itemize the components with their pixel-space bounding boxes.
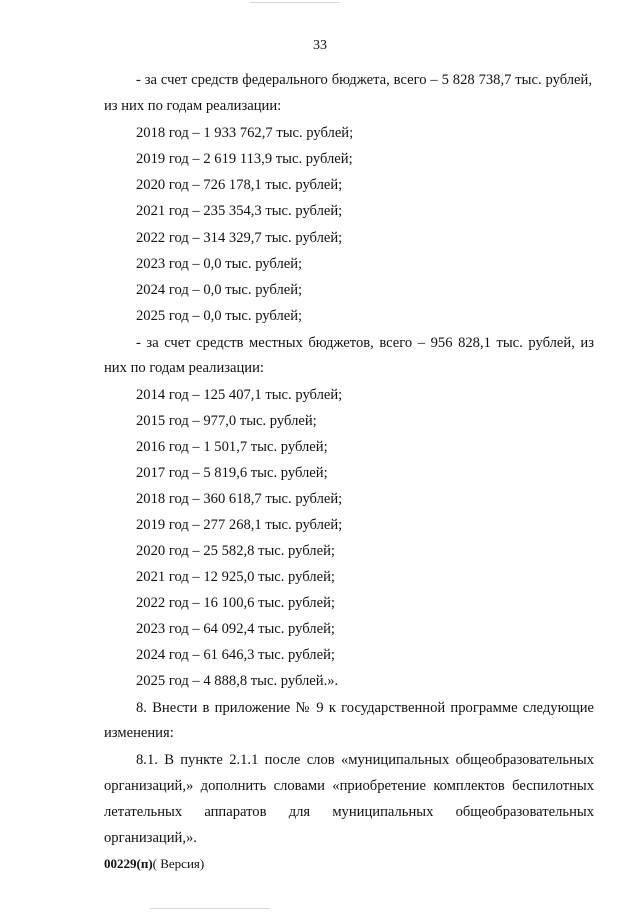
federal-year-2024: 2024 год – 0,0 тыс. рублей;	[136, 282, 303, 298]
federal-year-2023: 2023 год – 0,0 тыс. рублей;	[136, 256, 303, 272]
federal-intro-line-1: - за счет средств федерального бюджета, всего – 5 828 738,7 тыс. рублей,	[136, 72, 592, 88]
federal-year-2018: 2018 год – 1 933 762,7 тыс. рублей;	[136, 125, 354, 141]
local-year-2017: 2017 год – 5 819,6 тыс. рублей;	[136, 465, 328, 481]
scan-artifact-bottom	[150, 908, 270, 909]
local-year-2021: 2021 год – 12 925,0 тыс. рублей;	[136, 569, 335, 585]
local-year-2018: 2018 год – 360 618,7 тыс. рублей;	[136, 491, 343, 507]
local-year-2016: 2016 год – 1 501,7 тыс. рублей;	[136, 439, 328, 455]
local-year-2023: 2023 год – 64 092,4 тыс. рублей;	[136, 621, 335, 637]
document-footer	[104, 856, 204, 872]
local-intro-line-2: них по годам реализации:	[104, 360, 264, 376]
federal-intro-line-2: из них по годам реализации:	[104, 98, 282, 114]
federal-year-2025: 2025 год – 0,0 тыс. рублей;	[136, 308, 303, 324]
local-year-2025: 2025 год – 4 888,8 тыс. рублей.».	[136, 673, 339, 689]
local-year-2015: 2015 год – 977,0 тыс. рублей;	[136, 413, 317, 429]
federal-year-2020: 2020 год – 726 178,1 тыс. рублей;	[136, 177, 343, 193]
page-number: 33	[313, 38, 327, 53]
local-year-2022: 2022 год – 16 100,6 тыс. рублей;	[136, 595, 335, 611]
item-8-line-2: изменения:	[104, 725, 174, 741]
federal-year-2021: 2021 год – 235 354,3 тыс. рублей;	[136, 203, 343, 219]
local-year-2019: 2019 год – 277 268,1 тыс. рублей;	[136, 517, 343, 533]
document-version: ( Версия)	[152, 856, 205, 871]
federal-year-2019: 2019 год – 2 619 113,9 тыс. рублей;	[136, 151, 353, 167]
item-8-1-line-4: организаций,».	[104, 830, 197, 846]
local-year-2014: 2014 год – 125 407,1 тыс. рублей;	[136, 387, 343, 403]
federal-year-2022: 2022 год – 314 329,7 тыс. рублей;	[136, 230, 343, 246]
item-8-1-line-3: летательных аппаратов для муниципальных общеобразовательных	[104, 804, 594, 820]
local-intro-line-1: - за счет средств местных бюджетов, всего – 956 828,1 тыс. рублей, из	[136, 335, 594, 351]
item-8-line-1: 8. Внести в приложение № 9 к государственной программе следующие	[136, 700, 594, 716]
local-year-2020: 2020 год – 25 582,8 тыс. рублей;	[136, 543, 335, 559]
local-year-2024: 2024 год – 61 646,3 тыс. рублей;	[136, 647, 335, 663]
item-8-1-line-2: организаций,» дополнить словами «приобретение комплектов беспилотных	[104, 778, 594, 794]
document-code: 00229(п)	[104, 856, 153, 871]
scan-artifact-top	[250, 2, 340, 3]
item-8-1-line-1: 8.1. В пункте 2.1.1 после слов «муниципальных общеобразовательных	[136, 752, 594, 768]
